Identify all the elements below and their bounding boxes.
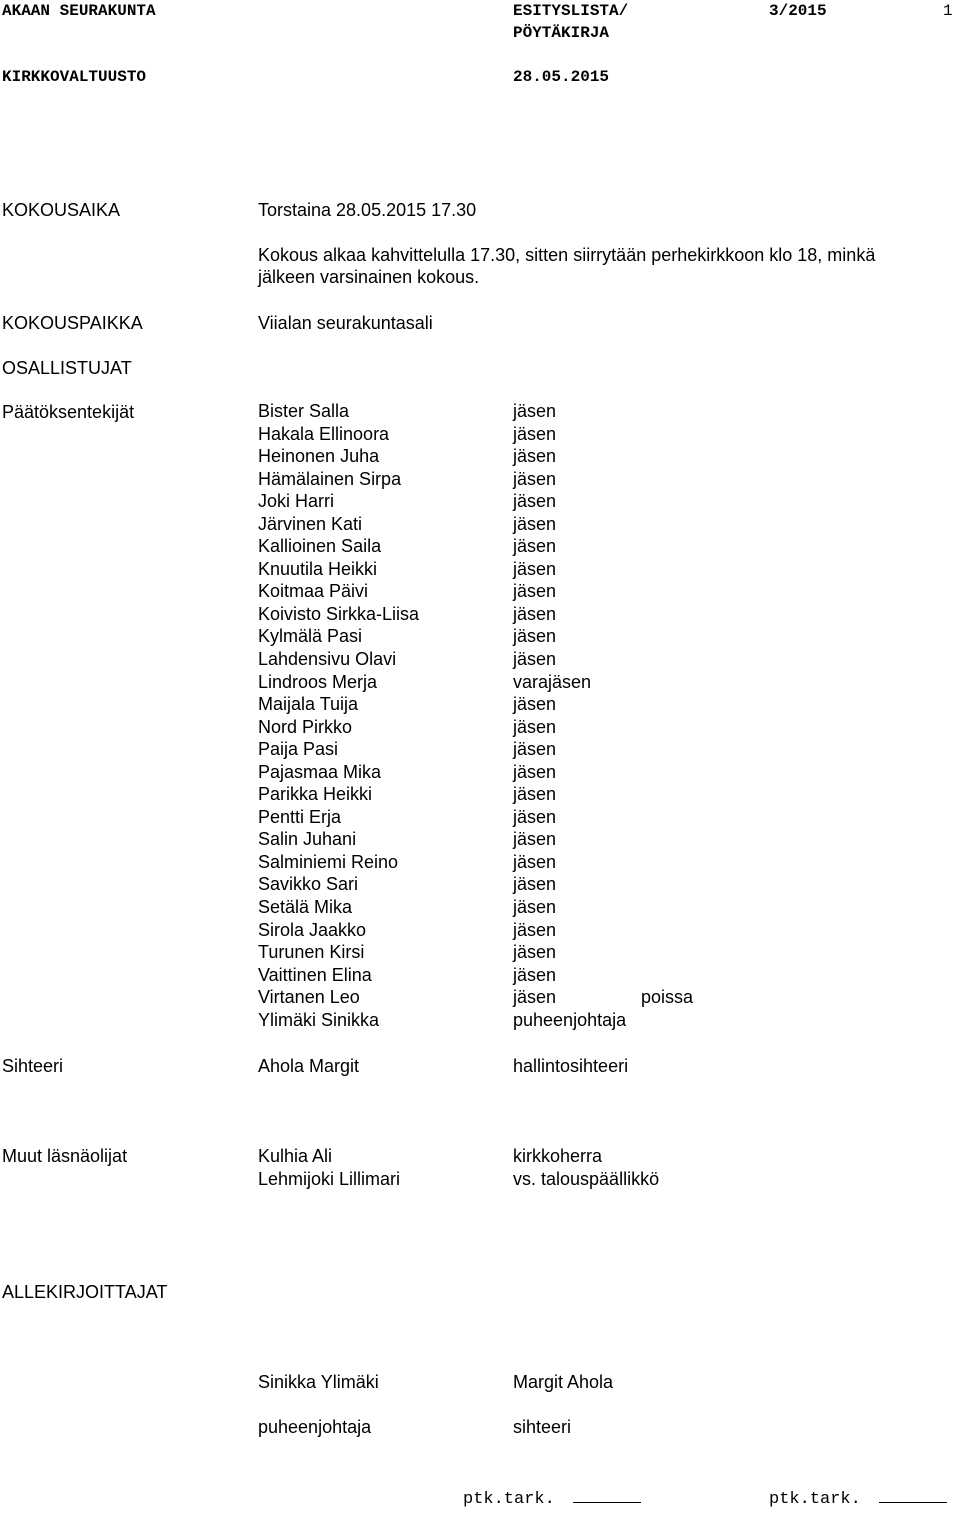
member-role: jäsen bbox=[513, 739, 557, 760]
member-row bbox=[0, 468, 960, 491]
doc-number: 3/2015 bbox=[769, 2, 827, 20]
member-row bbox=[0, 693, 960, 716]
member-name: Heinonen Juha bbox=[258, 446, 380, 467]
others-label: Muut läsnäolijat bbox=[2, 1146, 128, 1166]
member-role: jäsen bbox=[513, 491, 557, 512]
member-row bbox=[0, 806, 960, 829]
member-role: jäsen bbox=[513, 626, 557, 647]
member-role: jäsen bbox=[513, 716, 557, 737]
org-name: AKAAN SEURAKUNTA bbox=[2, 2, 156, 20]
member-role: jäsen bbox=[513, 513, 557, 534]
participants-label: OSALLISTUJAT bbox=[2, 358, 132, 378]
other-person-name: Lehmijoki Lillimari bbox=[258, 1169, 401, 1189]
review-line-2 bbox=[879, 1488, 947, 1503]
member-row bbox=[0, 896, 960, 919]
member-role: jäsen bbox=[513, 897, 557, 918]
body-name: KIRKKOVALTUUSTO bbox=[2, 68, 147, 86]
member-role: jäsen bbox=[513, 942, 557, 963]
member-name: Salin Juhani bbox=[258, 829, 357, 850]
member-row bbox=[0, 558, 960, 581]
member-row bbox=[0, 828, 960, 851]
member-row bbox=[0, 761, 960, 784]
member-role: jäsen bbox=[513, 694, 557, 715]
page-number: 1 bbox=[943, 2, 953, 20]
member-name: Hämälainen Sirpa bbox=[258, 468, 402, 489]
member-role: jäsen bbox=[513, 919, 557, 940]
member-role: varajäsen bbox=[513, 671, 592, 692]
member-row bbox=[0, 580, 960, 603]
member-role: jäsen bbox=[513, 401, 557, 421]
member-role: jäsen bbox=[513, 987, 557, 1008]
review-line-1 bbox=[573, 1488, 641, 1503]
member-row bbox=[0, 625, 960, 648]
place-value: Viialan seurakuntasali bbox=[258, 313, 433, 333]
member-name: Turunen Kirsi bbox=[258, 942, 365, 963]
member-role: jäsen bbox=[513, 581, 557, 602]
member-note: poissa bbox=[641, 987, 694, 1008]
member-role: jäsen bbox=[513, 558, 557, 579]
member-role: jäsen bbox=[513, 446, 557, 467]
review-mark-1-label: ptk.tark. bbox=[463, 1490, 555, 1509]
member-role: jäsen bbox=[513, 851, 557, 872]
signatory-2-name: Margit Ahola bbox=[513, 1372, 614, 1392]
member-name: Vaittinen Elina bbox=[258, 964, 372, 985]
member-role: jäsen bbox=[513, 649, 557, 670]
member-name: Nord Pirkko bbox=[258, 716, 353, 737]
decision-makers-label: Päätöksentekijät bbox=[2, 402, 135, 422]
member-row bbox=[0, 490, 960, 513]
member-name: Ylimäki Sinikka bbox=[258, 1009, 380, 1030]
member-row bbox=[0, 1009, 960, 1032]
member-role: jäsen bbox=[513, 761, 557, 782]
member-role: jäsen bbox=[513, 874, 557, 895]
member-role: jäsen bbox=[513, 423, 557, 444]
member-name: Järvinen Kati bbox=[258, 513, 363, 534]
member-row bbox=[0, 738, 960, 761]
secretary-name: Ahola Margit bbox=[258, 1056, 360, 1076]
member-row bbox=[0, 919, 960, 942]
member-row bbox=[0, 513, 960, 536]
review-mark-2 bbox=[769, 1488, 947, 1511]
member-name: Hakala Ellinoora bbox=[258, 423, 390, 444]
member-row bbox=[0, 603, 960, 626]
member-name: Lahdensivu Olavi bbox=[258, 649, 397, 670]
member-name: Parikka Heikki bbox=[258, 784, 373, 805]
signatory-2-role: sihteeri bbox=[513, 1417, 572, 1437]
secretary-label: Sihteeri bbox=[2, 1056, 64, 1076]
member-row bbox=[0, 400, 960, 423]
member-row bbox=[0, 648, 960, 671]
member-role: puheenjohtaja bbox=[513, 1009, 627, 1030]
member-list bbox=[0, 400, 960, 1031]
member-name: Sirola Jaakko bbox=[258, 919, 367, 940]
member-role: jäsen bbox=[513, 784, 557, 805]
member-role: jäsen bbox=[513, 964, 557, 985]
member-name: Salminiemi Reino bbox=[258, 851, 399, 872]
member-name: Virtanen Leo bbox=[258, 987, 360, 1008]
member-name: Koivisto Sirkka-Liisa bbox=[258, 603, 420, 624]
member-name: Setälä Mika bbox=[258, 897, 353, 918]
meeting-note-line2: jälkeen varsinainen kokous. bbox=[258, 267, 480, 287]
review-mark-2-label: ptk.tark. bbox=[769, 1490, 861, 1509]
member-name: Lindroos Merja bbox=[258, 671, 378, 692]
member-name: Savikko Sari bbox=[258, 874, 359, 895]
meeting-note-line1: Kokous alkaa kahvittelulla 17.30, sitten siirrytään perhekirkkoon klo 18, minkä bbox=[258, 245, 876, 265]
signatories-label: ALLEKIRJOITTAJAT bbox=[2, 1282, 168, 1302]
member-row bbox=[0, 671, 960, 694]
meeting-date: 28.05.2015 bbox=[513, 68, 610, 86]
review-mark-1 bbox=[463, 1488, 641, 1511]
member-row bbox=[0, 964, 960, 987]
member-row bbox=[0, 873, 960, 896]
doc-type-line1: ESITYSLISTA/ bbox=[513, 2, 629, 20]
member-row bbox=[0, 445, 960, 468]
member-name: Bister Salla bbox=[258, 401, 350, 421]
member-row bbox=[0, 783, 960, 806]
member-row bbox=[0, 941, 960, 964]
member-role: jäsen bbox=[513, 603, 557, 624]
member-name: Pajasmaa Mika bbox=[258, 761, 382, 782]
member-role: jäsen bbox=[513, 829, 557, 850]
member-name: Paija Pasi bbox=[258, 739, 339, 760]
member-row bbox=[0, 851, 960, 874]
member-row bbox=[0, 423, 960, 446]
member-row bbox=[0, 986, 960, 1009]
member-name: Kallioinen Saila bbox=[258, 536, 382, 557]
place-label: KOKOUSPAIKKA bbox=[2, 313, 143, 333]
member-role: jäsen bbox=[513, 806, 557, 827]
signatory-1-name: Sinikka Ylimäki bbox=[258, 1372, 379, 1392]
doc-type-line2: PÖYTÄKIRJA bbox=[513, 24, 610, 42]
member-role: jäsen bbox=[513, 536, 557, 557]
member-row bbox=[0, 535, 960, 558]
member-role: jäsen bbox=[513, 468, 557, 489]
other-person-role: vs. talouspäällikkö bbox=[513, 1169, 660, 1189]
secretary-role: hallintosihteeri bbox=[513, 1056, 629, 1076]
member-row bbox=[0, 716, 960, 739]
member-name: Pentti Erja bbox=[258, 806, 342, 827]
member-name: Koitmaa Päivi bbox=[258, 581, 369, 602]
time-label: KOKOUSAIKA bbox=[2, 200, 121, 220]
member-name: Knuutila Heikki bbox=[258, 558, 378, 579]
member-name: Joki Harri bbox=[258, 491, 335, 512]
time-value: Torstaina 28.05.2015 17.30 bbox=[258, 200, 477, 220]
member-name: Maijala Tuija bbox=[258, 694, 359, 715]
signatory-1-role: puheenjohtaja bbox=[258, 1417, 372, 1437]
member-name: Kylmälä Pasi bbox=[258, 626, 363, 647]
other-person-name: Kulhia Ali bbox=[258, 1146, 333, 1166]
other-person-role: kirkkoherra bbox=[513, 1146, 603, 1166]
